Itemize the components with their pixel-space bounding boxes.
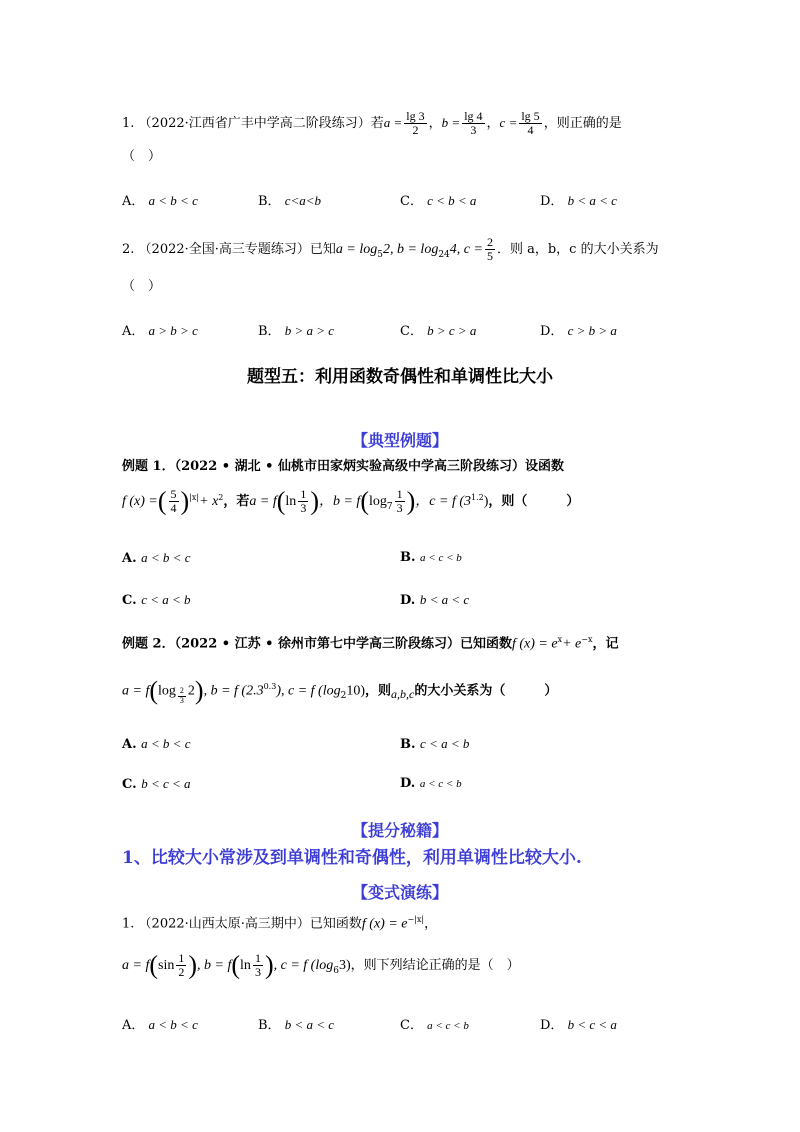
ex2-title: 例题 2．（2022 • 江苏 • 徐州市第七中学高三阶段练习）已知函数f $(x) = e^x+ e^{-x}$，记 <box>122 635 619 652</box>
ex1-title: 例题 1．（2022 • 湖北 • 仙桃市田家炳实验高级中学高三阶段练习）设函数 <box>122 459 564 474</box>
ex2-option-b[interactable]: B. c < a < b <box>400 736 470 752</box>
q3-stem: 1. （2022·山西太原·高三期中）已知函数f $(x) = e^{-|x|}$， <box>122 915 438 932</box>
ex1-function: f (x) =( $\frac{5}{4}$ )$^{|x|}+ x^2$，若a = f(ln $\frac{1}{3}$ )，$b = f(\log_7$ $\frac{1}{3}$ )，c = f $(3^{1.2})$，则（ ） <box>122 486 580 516</box>
ex1-option-b[interactable]: B. a < c < b <box>400 550 462 565</box>
tips-header: 【提分秘籍】 <box>351 821 448 840</box>
ex2-option-d[interactable]: D. a < c < b <box>400 776 462 791</box>
q1-option-a[interactable]: A． a < b < c <box>122 193 198 209</box>
q2-option-b[interactable]: B． b > a > c <box>258 323 335 339</box>
q1-source: （2022·江西省广丰中学高二阶段练习）若 <box>138 116 384 132</box>
q1-stem: 1. （2022·江西省广丰中学高二阶段练习）若a = $\frac{\lg 3}{2}$ ，b = $\frac{\lg 4}{3}$ ，c = $\frac{\lg 5}{4}$ ，则正确的是 <box>122 109 622 138</box>
tip-text: 1、比较大小常涉及到单调性和奇偶性，利用单调性比较大小. <box>122 848 582 868</box>
q2-source: （2022·全国·高三专题练习）已知 <box>138 242 336 258</box>
ex1-option-a[interactable]: A. a < b < c <box>122 550 191 566</box>
ex1-option-c[interactable]: C. c < a < b <box>122 592 191 608</box>
q2-c-fraction: $\frac{2}{5}$ <box>486 235 493 264</box>
q3-expression: a = f(sin $\frac{1}{2}$ ), b = f(ln $\frac{1}{3}$ ), c = f $(\log_63)$，则下列结论正确的是（ ） <box>122 950 520 980</box>
q2-blank: （ ） <box>122 279 162 294</box>
typical-examples-header: 【典型例题】 <box>351 431 448 450</box>
q3-source: （2022·山西太原·高三期中）已知函数 <box>138 916 362 932</box>
q2-option-c[interactable]: C． b > c > a <box>400 323 477 339</box>
q1-blank: （ ） <box>122 149 162 164</box>
q1-option-c[interactable]: C． c < b < a <box>400 193 477 209</box>
ex1-option-d[interactable]: D. b < a < c <box>400 592 470 608</box>
q3-option-b[interactable]: B． b < a < c <box>258 1017 335 1033</box>
q2-stem: 2. （2022·全国·高三专题练习）已知$a = \log_52$, $b = \log_{24}4$, c = $\frac{2}{5}$ ．则 a，b，c 的大小关系为 <box>122 235 659 264</box>
q2-option-d[interactable]: D． c > b > a <box>540 323 617 339</box>
q1-a-fraction: $\frac{\lg 3}{2}$ <box>406 109 425 138</box>
q3-option-d[interactable]: D． b < c < a <box>540 1017 617 1033</box>
ex2-option-c[interactable]: C. b < c < a <box>122 776 191 792</box>
q2-number: 2. <box>122 242 135 258</box>
q3-option-c[interactable]: C． a < c < b <box>400 1018 469 1033</box>
q2-option-a[interactable]: A． a > b > c <box>122 323 198 339</box>
q1-number: 1. <box>122 116 135 132</box>
q1-option-d[interactable]: D． b < a < c <box>540 193 617 209</box>
q3-option-a[interactable]: A． a < b < c <box>122 1017 198 1033</box>
q1-option-b[interactable]: B． c<a<b <box>258 193 322 209</box>
q1-b-fraction: $\frac{\lg 4}{3}$ <box>464 109 483 138</box>
section-title: 题型五：利用函数奇偶性和单调性比大小 <box>247 367 553 387</box>
practice-header: 【变式演练】 <box>351 883 448 902</box>
ex2-option-a[interactable]: A. a < b < c <box>122 736 191 752</box>
ex2-expression: a = f(log $_{\frac{2}{3}}$ 2), b = f $(2.3^{0.3})$, c = f $(\log_210)$，则$_{a,b,c}$的大小关系为（ ） <box>122 676 558 705</box>
q1-c-fraction: $\frac{\lg 5}{4}$ <box>521 109 540 138</box>
q3-number: 1. <box>122 916 135 932</box>
